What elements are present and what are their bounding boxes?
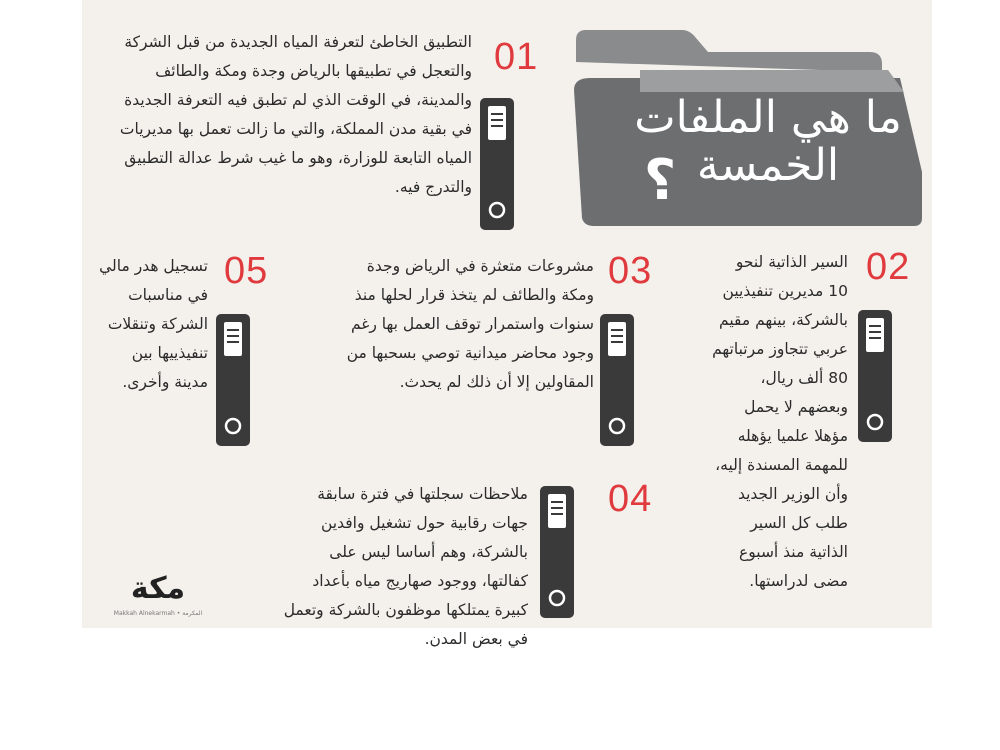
file-text-05: تسجيل هدر مالي في مناسبات الشركة وتنقلات تنفيذييها بين مدينة وأخرى.: [99, 257, 208, 391]
file-text-04: ملاحظات سجلتها في فترة سابقة جهات رقابية حول تشغيل وافدين بالشركة، وهم أساسا ليس على كفالتها، ووجود صهاريج مياه بأعداد كبيرة يمتلكها موظفون بالشركة وتعمل في بعض المدن.: [283, 485, 528, 648]
file-number-03: 03: [608, 250, 653, 292]
binder-icon: [540, 486, 574, 618]
binder-icon: [858, 310, 892, 442]
logo-caption: Makkah Alnekarmah • المكرمة: [113, 610, 203, 617]
file-number-01: 01: [494, 36, 539, 78]
binder-icon: [600, 314, 634, 446]
binder-icon: [480, 98, 514, 230]
page-title: ما هي الملفات: [634, 92, 902, 143]
file-number-04: 04: [608, 478, 653, 520]
binder-icon: [216, 314, 250, 446]
logo: [110, 572, 206, 622]
file-number-05: 05: [224, 250, 269, 292]
file-text-01: التطبيق الخاطئ لتعرفة المياه الجديدة من قبل الشركة والتعجل في تطبيقها بالرياض وجدة ومكة والطائف والمدينة، في الوقت الذي لم تطبق فيه التعرفة الجديدة في بقية مدن المملكة، والتي ما زالت تعمل بها مديريات المياه التابعة للوزارة، وهو ما غيب شرط عدالة التطبيق والتدرج فيه.: [119, 33, 472, 196]
logo-mark: مكة: [130, 571, 186, 606]
folder-icon: [570, 22, 932, 226]
file-text-02: السير الذاتية لنحو 10 مديرين تنفيذيين بالشركة، بينهم مقيم عربي تتجاوز مرتباتهم 80 ألف ريال، وبعضهم لا يحمل مؤهلا علميا يؤهله للمهمة المسندة إليه، وأن الوزير الجديد طلب كل السير الذاتية منذ أسبوع مضى لدراستها.: [712, 253, 848, 590]
infographic: [82, 0, 932, 648]
page-subtitle: الخمسة: [696, 140, 840, 191]
file-text-03: مشروعات متعثرة في الرياض وجدة ومكة والطائف لم يتخذ قرار لحلها منذ سنوات واستمرار توقف العمل بها رغم وجود محاضر ميدانية توصي بسحبها من المقاولين إلا أن ذلك لم يحدث.: [346, 257, 594, 391]
question-mark: ؟: [643, 148, 677, 213]
file-number-02: 02: [866, 246, 911, 288]
